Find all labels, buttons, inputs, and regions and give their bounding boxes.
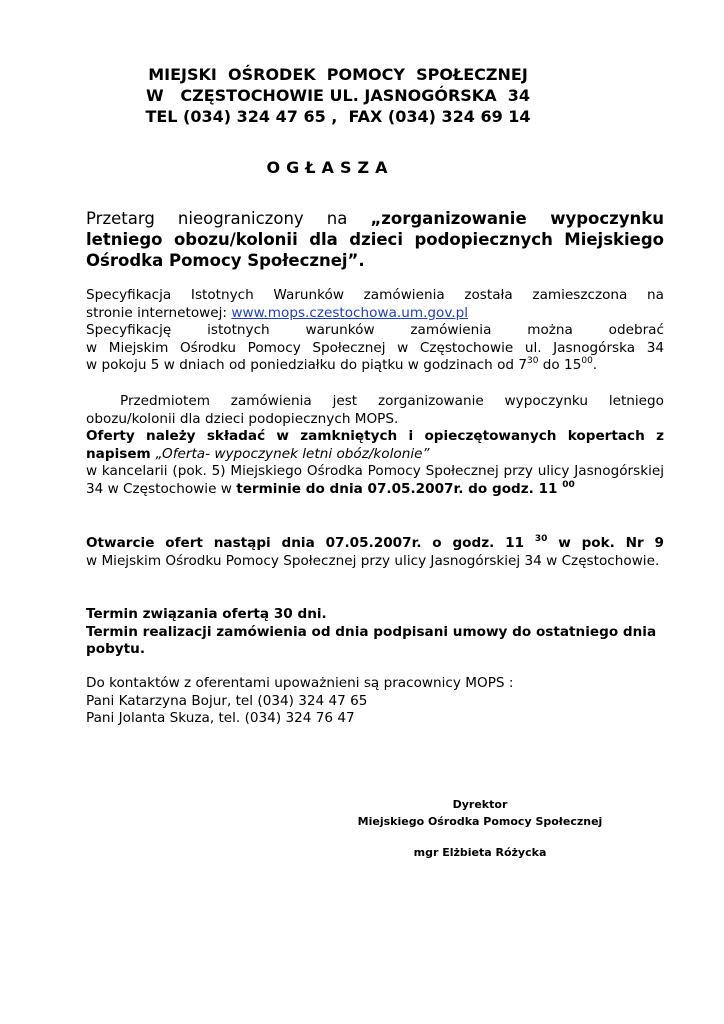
- spec-hours-prefix: w pokoju 5 w dniach od poniedziałku do piątku w godzinach od 7: [86, 357, 527, 373]
- contacts-intro: Do kontaktów z oferentami upoważnieni są pracownicy MOPS :: [86, 675, 514, 691]
- signature-name: mgr Elżbieta Różycka: [413, 846, 547, 859]
- terms-section: [86, 606, 664, 659]
- announcement-title: OGŁASZA: [266, 158, 394, 177]
- contact-person-2: Pani Jolanta Skuza, tel. (034) 324 76 47: [86, 710, 355, 726]
- offers-place-paragraph: [86, 463, 664, 498]
- institution-header: [0, 64, 676, 127]
- subject-section: [86, 393, 664, 498]
- spec-hours-mid: do 15: [538, 357, 582, 373]
- tender-intro-lead: Przetarg nieograniczony na: [86, 209, 371, 228]
- opening-section: [86, 535, 664, 570]
- terms-realization: Termin realizacji zamówienia od dnia podpisani umowy do ostatniego dnia pobytu.: [86, 623, 657, 657]
- contact-person-1: Pani Katarzyna Bojur, tel (034) 324 47 65: [86, 692, 368, 709]
- spec-line-4: w Miejskim Ośrodku Pomocy Społecznej w Częstochowie ul. Jasnogórska 34: [86, 339, 664, 356]
- spec-line-1: Specyfikacja Istotnych Warunków zamówienia została zamieszczona na: [86, 287, 664, 303]
- tender-intro: [86, 208, 664, 271]
- contacts-section: [86, 675, 664, 728]
- spec-line-5: [86, 357, 664, 375]
- offers-envelope-label: „Oferta- wypoczynek letni obóz/kolonie”: [155, 445, 430, 462]
- spec-hours-end: .: [592, 357, 598, 373]
- offers-deadline-sup: 00: [562, 479, 575, 490]
- spec-line-3: Specyfikację istotnych warunków zamówienia można odebrać: [86, 322, 664, 338]
- opening-sup: 30: [534, 534, 548, 544]
- specification-section: [86, 287, 664, 375]
- website-link[interactable]: www.mops.czestochowa.um.gov.pl: [231, 304, 469, 321]
- header-line-address: W CZĘSTOCHOWIE UL. JASNOGÓRSKA 34: [146, 86, 530, 105]
- signature-title: Dyrektor: [452, 798, 508, 811]
- opening-date: Otwarcie ofert nastąpi dnia 07.05.2007r. o godz. 11: [86, 535, 535, 551]
- tender-subject: „zorganizowanie wypoczynku letniego obozu/kolonii dla dzieci podopiecznych Miejskiego Ośrodka Pomocy Społecznej”.: [86, 209, 664, 270]
- spec-hours-start-sup: 30: [527, 356, 539, 366]
- offers-paragraph: [86, 428, 664, 463]
- spec-hours-end-sup: 00: [581, 356, 593, 366]
- offers-place: w kancelarii (pok. 5) Miejskiego Ośrodka Pomocy Społecznej przy ulicy Jasnogórskiej 34 w Częstochowie w: [86, 463, 664, 497]
- subject-paragraph: Przedmiotem zamówienia jest zorganizowanie wypoczynku letniego obozu/kolonii dla dzieci podopiecznych MOPS.: [86, 393, 664, 427]
- offers-deadline: terminie do dnia 07.05.2007r. do godz. 11: [236, 480, 563, 497]
- header-line-name: MIEJSKI OŚRODEK POMOCY SPOŁECZNEJ: [148, 65, 528, 84]
- signature-block: [330, 796, 630, 861]
- spec-line-2: stronie internetowej:: [86, 304, 232, 321]
- offers-instruction: Oferty należy składać w zamkniętych i opieczętowanych kopertach z napisem: [86, 428, 664, 462]
- opening-line: [86, 535, 664, 553]
- opening-place: w Miejskim Ośrodku Pomocy Społecznej przy ulicy Jasnogórskiej 34 w Częstochowie.: [86, 552, 660, 569]
- signature-org: Miejskiego Ośrodka Pomocy Społecznej: [357, 815, 603, 828]
- header-line-phone: TEL (034) 324 47 65 , FAX (034) 324 69 14: [145, 107, 531, 126]
- terms-binding: Termin związania ofertą 30 dni.: [86, 606, 327, 622]
- opening-room: w pok. Nr 9: [547, 535, 664, 551]
